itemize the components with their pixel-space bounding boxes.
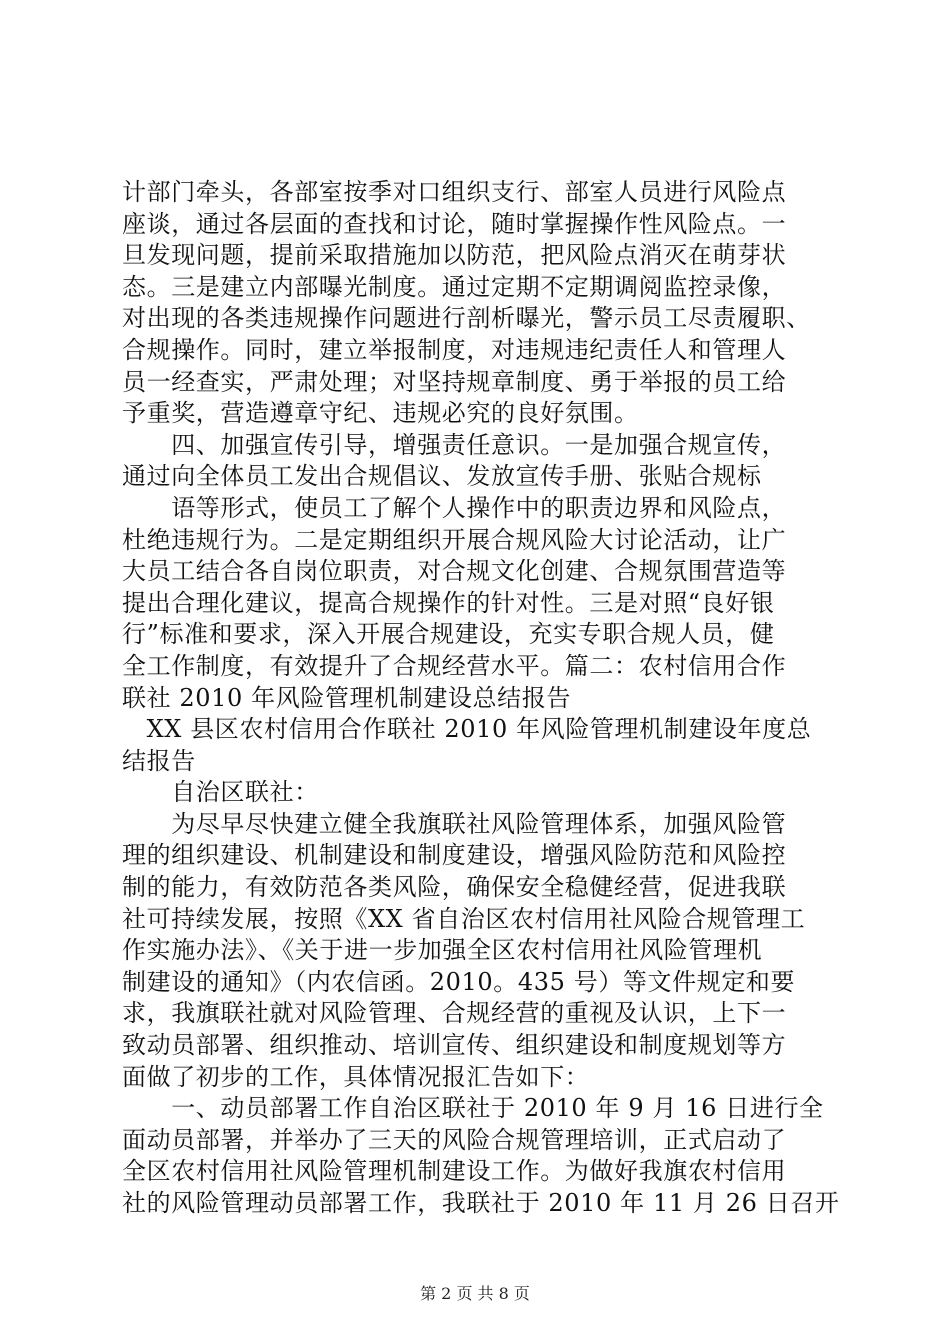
text-line: 计部门牵头，各部室按季对口组织支行、部室人员进行风险点 — [122, 178, 787, 206]
text-line: 提出合理化建议，提高合规操作的针对性。三是对照“良好银 — [122, 588, 775, 617]
text-line: 员一经查实，严肃处理；对坚持规章制度、勇于举报的员工给 — [122, 367, 787, 396]
text-line: 致动员部署、组织推动、培训宣传、组织建设和制度规划等方 — [122, 1031, 787, 1060]
document-body — [122, 177, 840, 1220]
text-line: 全工作制度，有效提升了合规经营水平。篇二：农村信用合作 — [122, 651, 787, 680]
page-number-footer: 第 2 页 共 8 页 — [420, 1284, 530, 1303]
text-line: 座谈，通过各层面的查找和讨论，随时掌握操作性风险点。一 — [122, 209, 787, 238]
text-line: 旦发现问题，提前采取措施加以防范，把风险点消灭在萌芽状 — [122, 241, 787, 270]
text-line: 大员工结合各自岗位职责，对合规文化创建、合规氛围营造等 — [122, 557, 787, 586]
text-line: 面做了初步的工作，具体情况报汇告如下： — [122, 1062, 590, 1091]
text-line: 全区农村信用社风险管理机制建设工作。为做好我旗农村信用 — [122, 1157, 787, 1186]
text-line: 求，我旗联社就对风险管理、合规经营的重视及认识，上下一 — [122, 999, 787, 1028]
text-line: 制的能力，有效防范各类风险，确保安全稳健经营，促进我联 — [122, 873, 787, 902]
text-line: 态。三是建立内部曝光制度。通过定期不定期调阅监控录像， — [122, 272, 787, 301]
text-line: 四、加强宣传引导，增强责任意识。一是加强合规宣传， — [122, 430, 787, 459]
text-line: 联社 2010 年风险管理机制建设总结报告 — [122, 683, 571, 712]
salutation-line: 自治区联社： — [122, 778, 319, 807]
section-title-line: 结报告 — [122, 746, 196, 775]
text-line: 社的风险管理动员部署工作，我联社于 2010 年 11 月 26 日召开 — [122, 1189, 840, 1217]
text-line: 杜绝违规行为。二是定期组织开展合规风险大讨论活动，让广 — [122, 525, 787, 554]
text-line: 一、动员部署工作自治区联社于 2010 年 9 月 16 日进行全 — [122, 1094, 824, 1123]
text-line: 理的组织建设、机制建设和制度建设，增强风险防范和风险控 — [122, 841, 787, 870]
section-title-line: XX 县区农村信用合作联社 2010 年风险管理机制建设年度总 — [122, 715, 812, 744]
text-line: 面动员部署，并举办了三天的风险合规管理培训，正式启动了 — [122, 1125, 787, 1154]
text-line: 语等形式，使员工了解个人操作中的职责边界和风险点， — [122, 493, 787, 522]
text-line: 合规操作。同时，建立举报制度，对违规违纪责任人和管理人 — [122, 335, 787, 364]
text-line: 对出现的各类违规操作问题进行剖析曝光，警示员工尽责履职、 — [122, 304, 811, 333]
text-line: 制建设的通知》（内农信函。2010。435 号）等文件规定和要 — [122, 967, 796, 996]
text-line: 作实施办法》、《关于进一步加强全区农村信用社风险管理机 — [122, 936, 763, 965]
text-line: 通过向全体员工发出合规倡议、发放宣传手册、张贴合规标 — [122, 462, 762, 491]
text-line: 予重奖，营造遵章守纪、违规必究的良好氛围。 — [122, 399, 639, 428]
text-line: 为尽早尽快建立健全我旗联社风险管理体系，加强风险管 — [122, 809, 787, 838]
text-line: 社可持续发展，按照《XX 省自治区农村信用社风险合规管理工 — [122, 904, 806, 933]
text-line: 行”标准和要求，深入开展合规建设，充实专职合规人员，健 — [122, 620, 775, 649]
